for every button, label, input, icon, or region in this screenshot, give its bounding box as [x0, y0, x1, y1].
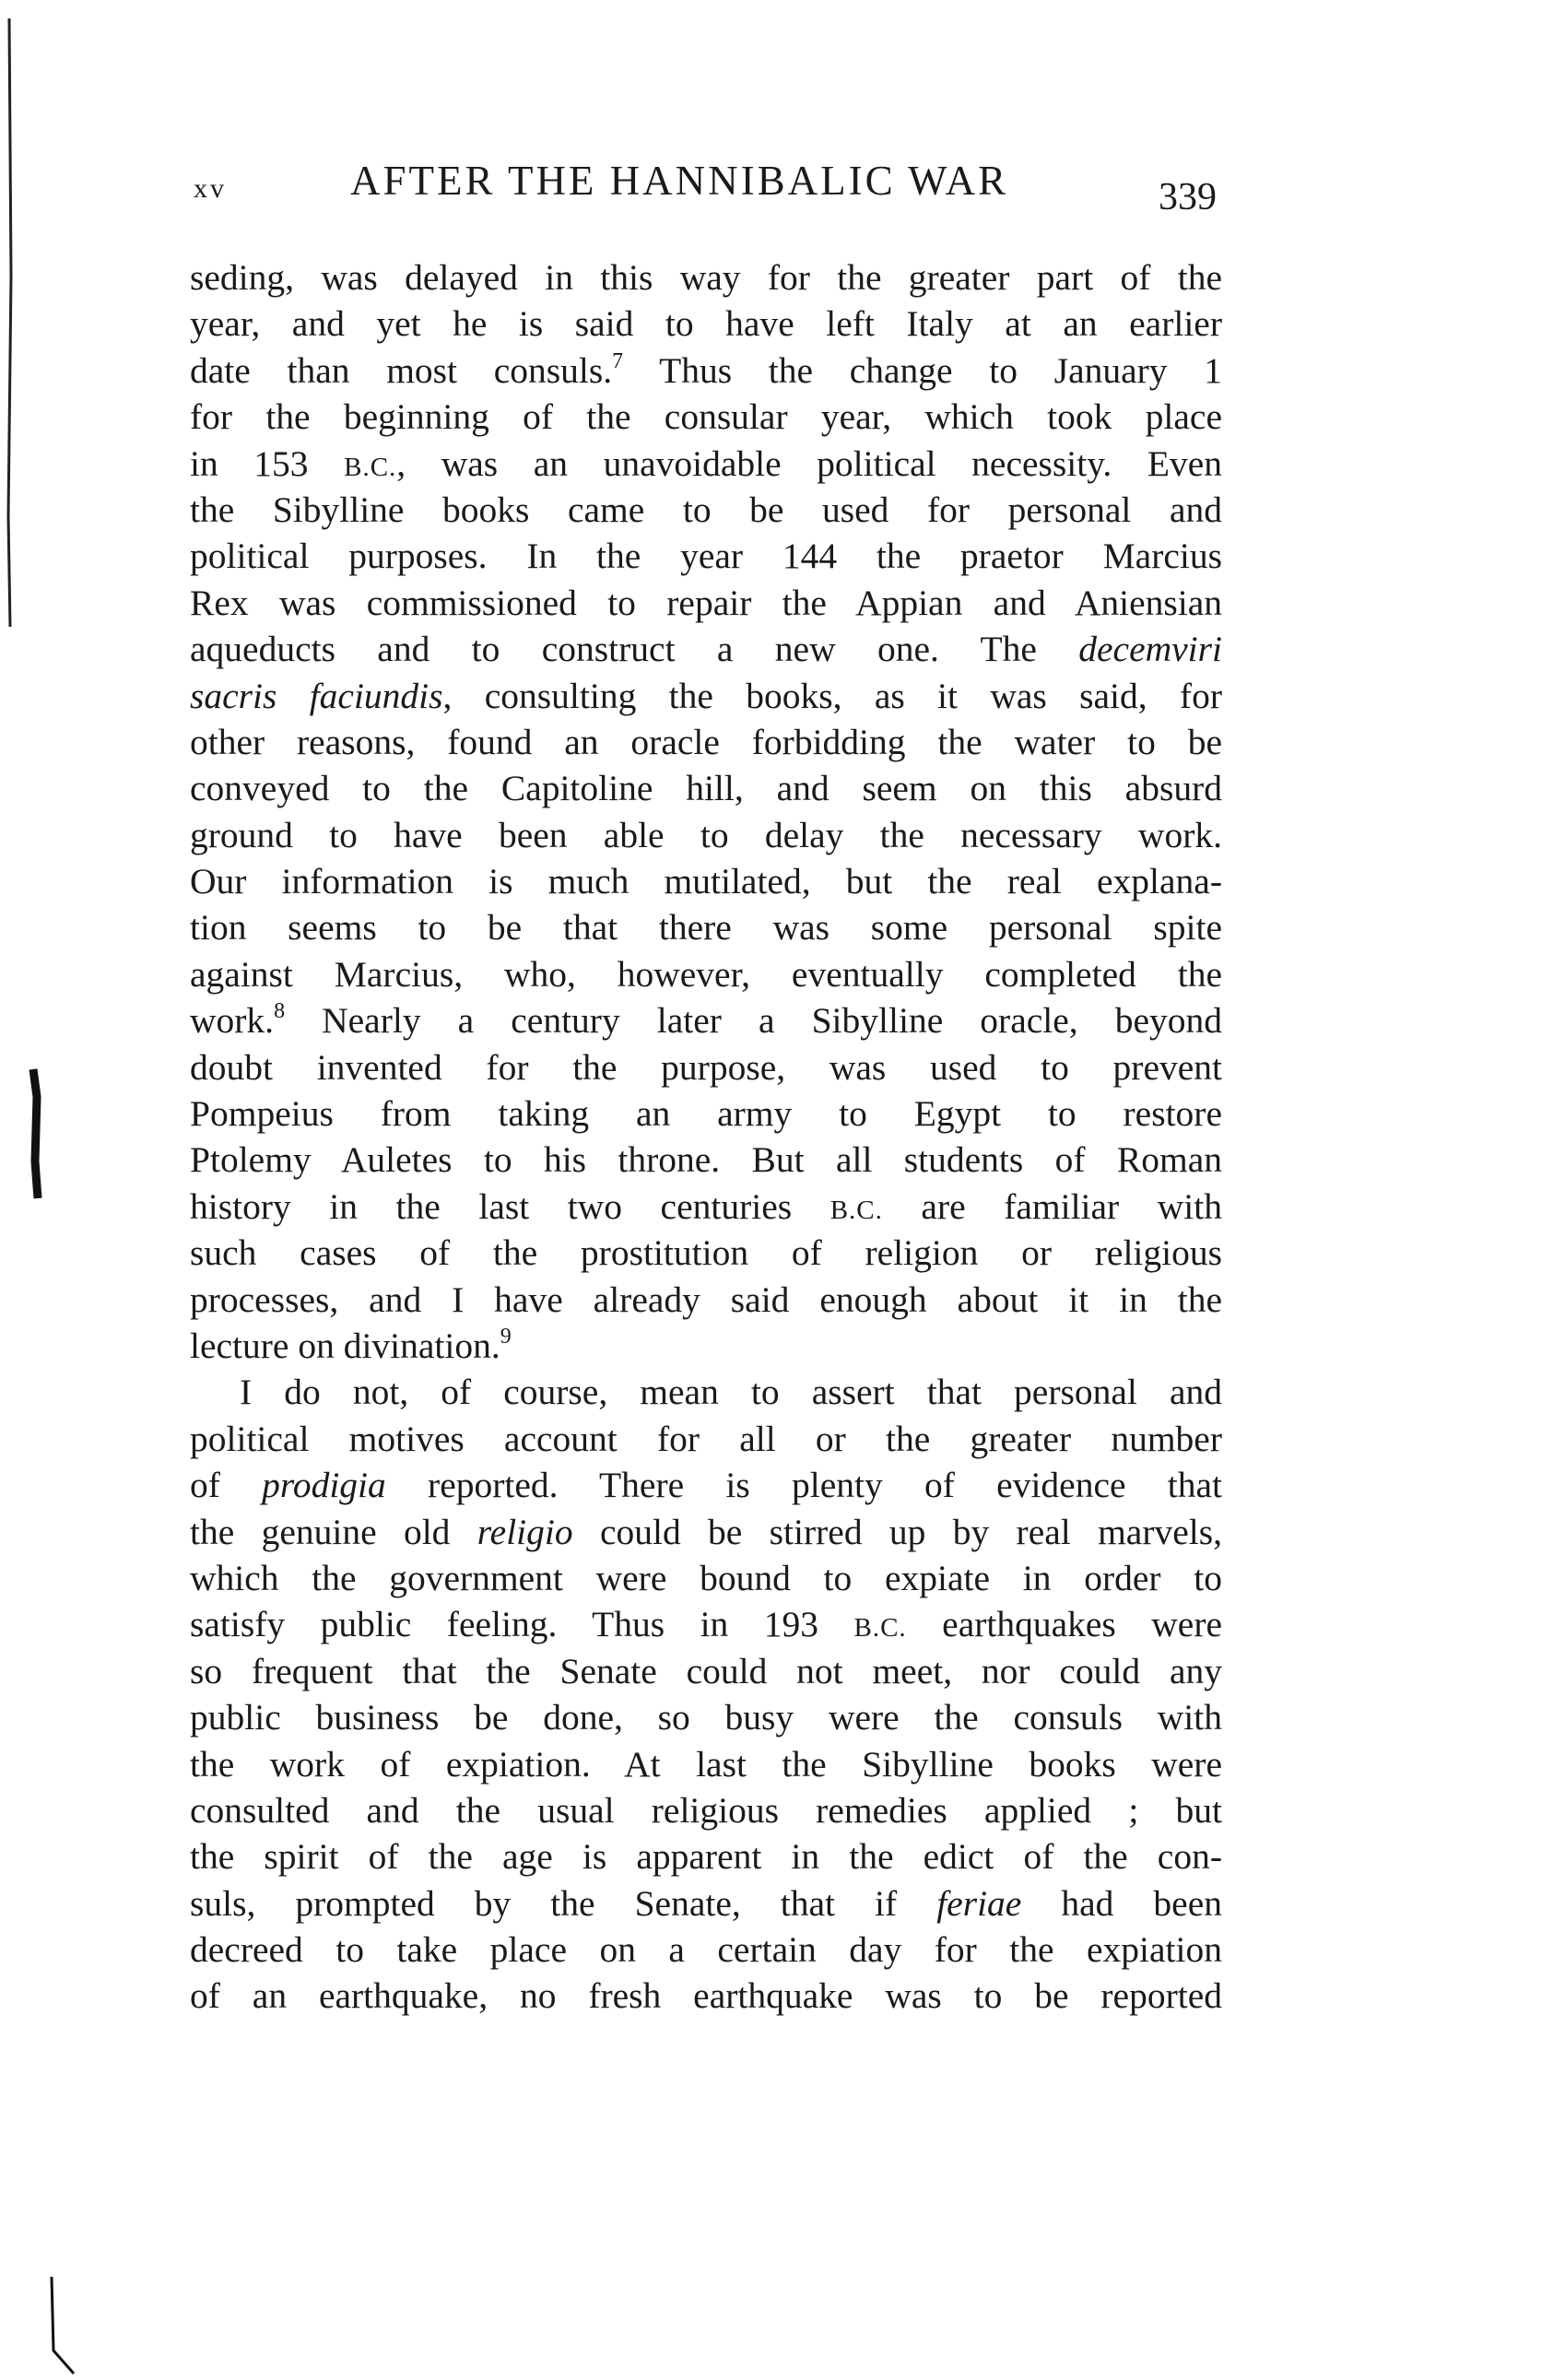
text-line: for the beginning of the consular year, which took place	[190, 396, 1222, 438]
binding-shadow-mark	[33, 1069, 38, 1198]
text-line: Pompeius from taking an army to Egypt to restore	[190, 1093, 1222, 1135]
text-line: which the government were bound to expiate in order to	[190, 1557, 1222, 1598]
text-line: lecture on divination.$^9$	[190, 1324, 512, 1366]
text-line: aqueducts and to construct a new one. The decemviri	[190, 629, 1222, 670]
text-line: year, and yet he is said to have left Italy at an earlier	[190, 303, 1222, 345]
text-line: in 153 B.C., was an unavoidable political necessity. Even	[190, 442, 1222, 484]
text-line: suls, prompted by the Senate, that if feriae had been	[190, 1882, 1222, 1924]
text-line: tion seems to be that there was some personal spite	[190, 907, 1222, 948]
text-line: processes, and I have already said enough about it in the	[190, 1278, 1222, 1320]
text-line: such cases of the prostitution of religion or religious	[190, 1232, 1222, 1274]
text-line: doubt invented for the purpose, was used to prevent	[190, 1046, 1222, 1088]
text-line: sacris faciundis, consulting the books, as it was said, for	[190, 675, 1222, 716]
text-line: the spirit of the age is apparent in the edict of the con-	[190, 1836, 1222, 1878]
running-title: AFTER THE HANNIBALIC WAR	[350, 158, 1009, 204]
text-line: Our information is much mutilated, but the real explana-	[190, 861, 1222, 902]
text-line: ground to have been able to delay the necessary work.	[190, 814, 1222, 855]
left-edge-scan-line	[8, 18, 11, 627]
text-line: so frequent that the Senate could not meet, nor could any	[190, 1650, 1222, 1691]
body-text	[190, 254, 1222, 2020]
text-line: other reasons, found an oracle forbidding the water to be	[190, 721, 1222, 762]
text-line: Rex was commissioned to repair the Appian and Aniensian	[190, 582, 1222, 623]
bottom-corner-mark	[52, 2277, 74, 2374]
text-line: satisfy public feeling. Thus in 193 B.C. earthquakes were	[190, 1604, 1223, 1645]
text-line: public business be done, so busy were the consuls with	[190, 1697, 1222, 1738]
chapter-number: xv	[194, 173, 227, 204]
text-line: political purposes. In the year 144 the praetor Marcius	[190, 536, 1222, 577]
footnote-marker: 7	[612, 348, 624, 373]
text-line: consulted and the usual religious remedies applied ; but	[190, 1789, 1222, 1831]
footnote-marker: 8	[274, 999, 286, 1024]
text-line: history in the last two centuries B.C. are familiar with	[190, 1185, 1222, 1227]
paragraph-start-line: I do not, of course, mean to assert that personal and	[240, 1372, 1222, 1413]
text-line: of prodigia reported. There is plenty of evidence that	[190, 1465, 1223, 1506]
running-header	[194, 157, 1217, 240]
text-line: seding, was delayed in this way for the greater part of the	[190, 257, 1222, 298]
text-line: decreed to take place on a certain day for the expiation	[190, 1929, 1222, 1971]
text-line: of an earthquake, no fresh earthquake was to be reported	[190, 1975, 1222, 2017]
text-line: Ptolemy Auletes to his throne. But all students of Roman	[190, 1139, 1222, 1181]
text-line: against Marcius, who, however, eventually completed the	[190, 953, 1222, 995]
text-line: the work of expiation. At last the Sibylline books were	[190, 1743, 1222, 1785]
text-line: work.$^8$ Nearly a century later a Sibylline oracle, beyond	[190, 999, 1222, 1042]
page-number: 339	[1159, 176, 1217, 218]
text-line: date than most consuls.$^7$ Thus the change to January 1	[190, 348, 1222, 391]
text-line: the Sibylline books came to be used for personal and	[190, 489, 1222, 530]
text-line: conveyed to the Capitoline hill, and seem on this absurd	[190, 768, 1222, 809]
footnote-marker: 9	[500, 1324, 512, 1349]
text-line: the genuine old religio could be stirred up by real marvels,	[190, 1511, 1222, 1552]
text-line: political motives account for all or the greater number	[190, 1418, 1222, 1459]
